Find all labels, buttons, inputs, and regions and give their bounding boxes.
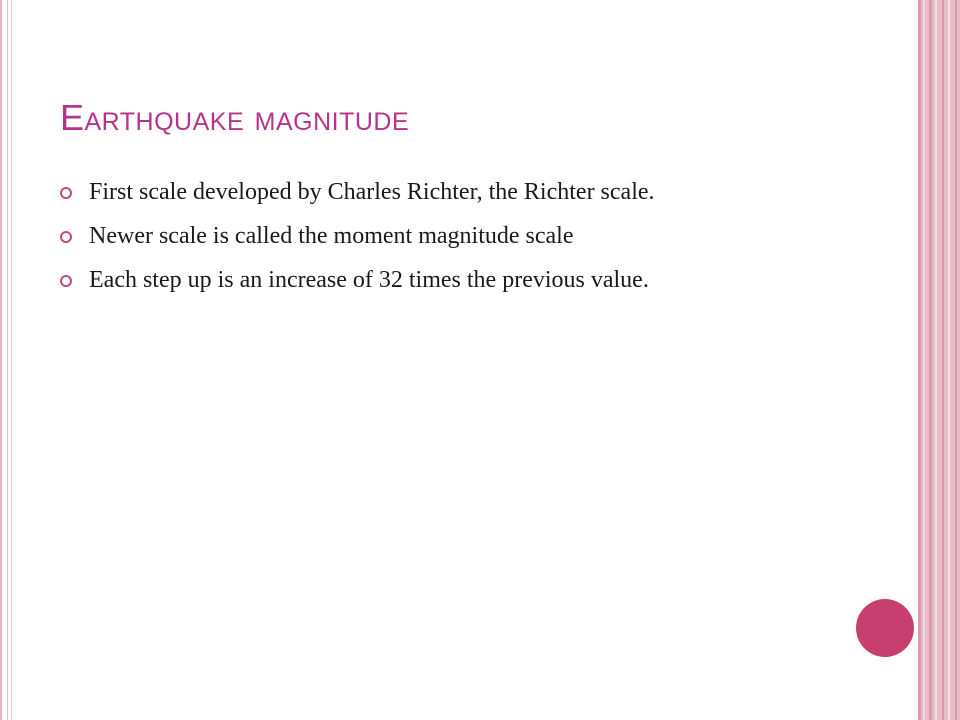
bullet-list: [60, 176, 780, 308]
right-stripe: [955, 0, 957, 720]
bullet-text: Newer scale is called the moment magnitude scale: [89, 223, 574, 249]
bullet-text: Each step up is an increase of 32 times the previous value.: [89, 267, 649, 293]
ring-bullet-icon: [60, 231, 72, 243]
ring-bullet-icon: [60, 275, 72, 287]
right-stripe: [942, 0, 944, 720]
right-stripe: [918, 0, 921, 720]
left-frame-line: [0, 0, 2, 720]
decorative-circle-icon: [856, 599, 914, 657]
right-stripe: [935, 0, 937, 720]
left-frame-line: [7, 0, 8, 720]
bullet-item: [60, 176, 780, 208]
right-stripe: [929, 0, 932, 720]
right-stripe: [948, 0, 950, 720]
right-stripe: [923, 0, 925, 720]
ring-bullet-icon: [60, 187, 72, 199]
bullet-text: First scale developed by Charles Richter, the Richter scale.: [89, 179, 655, 205]
bullet-item: [60, 220, 780, 252]
slide-title: Earthquake magnitude: [60, 97, 410, 138]
left-frame-line: [11, 0, 12, 720]
bullet-item: [60, 264, 780, 296]
